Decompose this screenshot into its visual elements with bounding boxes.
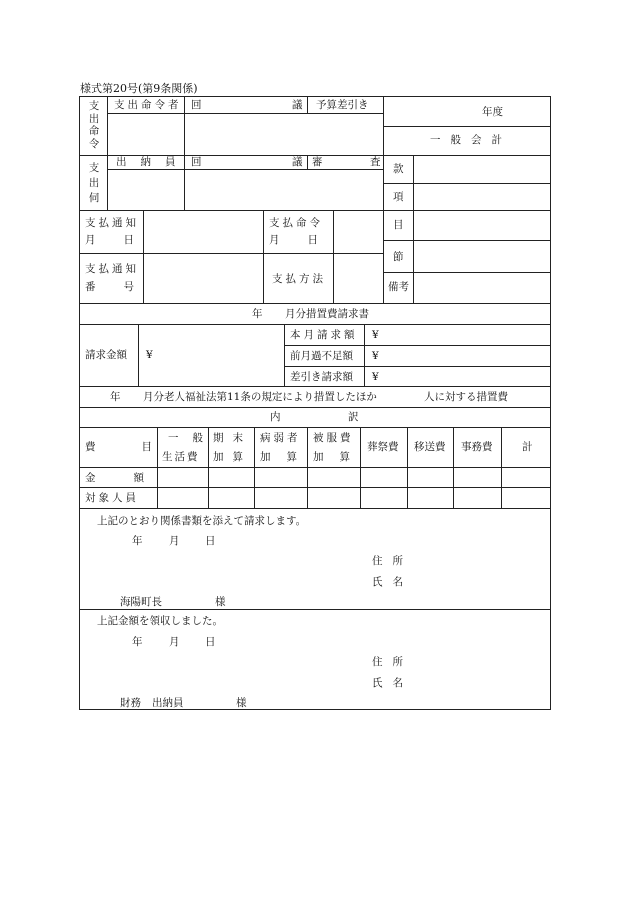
notice-date-label-2: 月日 xyxy=(85,234,162,246)
col-sick-label-1: 病弱者 xyxy=(260,432,301,444)
col-sick-label-2: 加算 xyxy=(260,451,313,463)
request-address-label: 住所 xyxy=(372,555,413,567)
payment-method-label: 支払方法 xyxy=(272,273,326,285)
grid-line xyxy=(360,427,361,508)
grid-line xyxy=(383,183,551,184)
claim-amount-label: 請求金額 xyxy=(85,349,127,361)
form-number-label: 様式第20号(第9条関係) xyxy=(80,82,198,95)
yen-symbol: ¥ xyxy=(372,371,379,383)
grid-line xyxy=(80,303,551,304)
claim-title-year: 年 xyxy=(252,308,263,320)
claim-form xyxy=(79,96,551,710)
statement-year: 年 xyxy=(110,391,121,403)
payment-inquiry-label: 支出伺 xyxy=(88,162,100,204)
yen-symbol: ¥ xyxy=(146,349,153,361)
order-date-label-1: 支払命令 xyxy=(269,217,323,229)
receipt-year: 年 xyxy=(132,636,143,648)
request-name-label: 氏名 xyxy=(372,576,413,588)
net-claim-label: 差引き請求額 xyxy=(290,371,353,383)
request-year: 年 xyxy=(132,535,143,547)
col-yearend-label-1: 期末 xyxy=(213,432,252,444)
grid-line xyxy=(80,253,383,254)
notice-date-label-1: 支払通知 xyxy=(85,217,139,229)
claim-title: 月分措置費請求書 xyxy=(285,308,369,320)
grid-line xyxy=(80,508,551,509)
grid-line xyxy=(107,113,383,114)
col-clothing-label-2: 加算 xyxy=(313,451,366,463)
col-general-label-2: 生活費 xyxy=(162,451,200,463)
receipt-text: 上記金額を領収しました。 xyxy=(97,615,223,627)
moku-label: 目 xyxy=(393,219,404,231)
kan-label: 款 xyxy=(393,163,404,175)
notice-number-label-2: 番号 xyxy=(85,281,162,293)
receipt-day: 日 xyxy=(205,636,216,648)
grid-line xyxy=(413,155,414,303)
grid-line xyxy=(307,427,308,508)
grid-line xyxy=(333,210,334,303)
grid-line xyxy=(184,97,185,210)
discuss-label: 議 xyxy=(292,99,303,111)
receipt-month: 月 xyxy=(169,636,180,648)
col-general-label-1: 一般 xyxy=(168,432,217,444)
check-label: 査 xyxy=(370,156,381,168)
grid-line xyxy=(383,272,551,273)
receipt-address-label: 住所 xyxy=(372,656,413,668)
grid-line xyxy=(107,97,108,210)
grid-line xyxy=(80,324,551,325)
this-month-claim-label: 本月請求額 xyxy=(290,329,358,341)
grid-line xyxy=(157,427,158,508)
discuss-label: 議 xyxy=(292,156,303,168)
row-persons-label: 対象人員 xyxy=(85,492,139,504)
col-total-label: 計 xyxy=(522,441,533,453)
grid-line xyxy=(138,324,139,386)
grid-line xyxy=(453,427,454,508)
col-office-label: 事務費 xyxy=(461,441,493,453)
grid-line xyxy=(307,97,308,113)
cashier-label-1: 財務 xyxy=(120,697,141,709)
circulate-label: 回 xyxy=(191,156,202,168)
grid-line xyxy=(383,126,551,127)
col-transfer-label: 移送費 xyxy=(414,441,446,453)
col-clothing-label-1: 被服費 xyxy=(313,432,354,444)
grid-line xyxy=(407,427,408,508)
general-account-label: 一般会計 xyxy=(430,134,512,146)
grid-line xyxy=(254,427,255,508)
col-funeral-label: 葬祭費 xyxy=(367,441,399,453)
order-date-label-2: 月日 xyxy=(269,234,346,246)
kou-label: 項 xyxy=(393,191,404,203)
payment-order-label: 支出命令 xyxy=(88,100,100,150)
remarks-label: 備考 xyxy=(388,281,409,293)
grid-line xyxy=(80,407,551,408)
request-text: 上記のとおり関係書類を添えて請求します。 xyxy=(97,515,307,527)
grid-line xyxy=(80,609,551,610)
grid-line xyxy=(80,210,551,211)
order-officer-label: 支出命令者 xyxy=(114,99,182,111)
request-month: 月 xyxy=(169,535,180,547)
breakdown-title-1: 内 xyxy=(270,411,281,423)
mayor-label: 海陽町長 xyxy=(120,596,162,608)
grid-line xyxy=(284,366,551,367)
request-day: 日 xyxy=(205,535,216,547)
receipt-name-label: 氏名 xyxy=(372,677,413,689)
statement-persons: 人に対する措置費 xyxy=(424,391,508,403)
grid-line xyxy=(307,155,308,169)
setsu-label: 節 xyxy=(393,251,404,263)
circulate-label: 回 xyxy=(191,99,202,111)
receipt-sama: 様 xyxy=(236,697,247,709)
grid-line xyxy=(383,240,551,241)
notice-number-label-1: 支払通知 xyxy=(85,263,139,275)
grid-line xyxy=(80,467,551,468)
grid-line xyxy=(501,427,502,508)
cashier-label-2: 出納員 xyxy=(152,697,184,709)
grid-line xyxy=(263,210,264,303)
grid-line xyxy=(364,324,365,386)
yen-symbol: ¥ xyxy=(372,329,379,341)
grid-line xyxy=(383,97,384,303)
grid-line xyxy=(80,427,551,428)
col-yearend-label-2: 加算 xyxy=(213,451,252,463)
audit-label: 審 xyxy=(312,156,323,168)
grid-line xyxy=(80,487,551,488)
previous-shortfall-label: 前月過不足額 xyxy=(290,350,353,362)
col-item-label: 費目 xyxy=(85,441,198,453)
grid-line xyxy=(107,169,383,170)
row-amount-label: 金額 xyxy=(85,472,182,484)
grid-line xyxy=(284,345,551,346)
statement-text: 月分老人福祉法第11条の規定により措置したほか xyxy=(143,391,377,403)
request-sama: 様 xyxy=(215,596,226,608)
budget-deduction-label: 予算差引き xyxy=(316,99,369,111)
fiscal-year-label: 年度 xyxy=(482,106,503,118)
grid-line xyxy=(284,324,285,386)
grid-line xyxy=(80,386,551,387)
cashier-label: 出納員 xyxy=(116,156,190,168)
breakdown-title-2: 訳 xyxy=(348,411,359,423)
yen-symbol: ¥ xyxy=(372,350,379,362)
